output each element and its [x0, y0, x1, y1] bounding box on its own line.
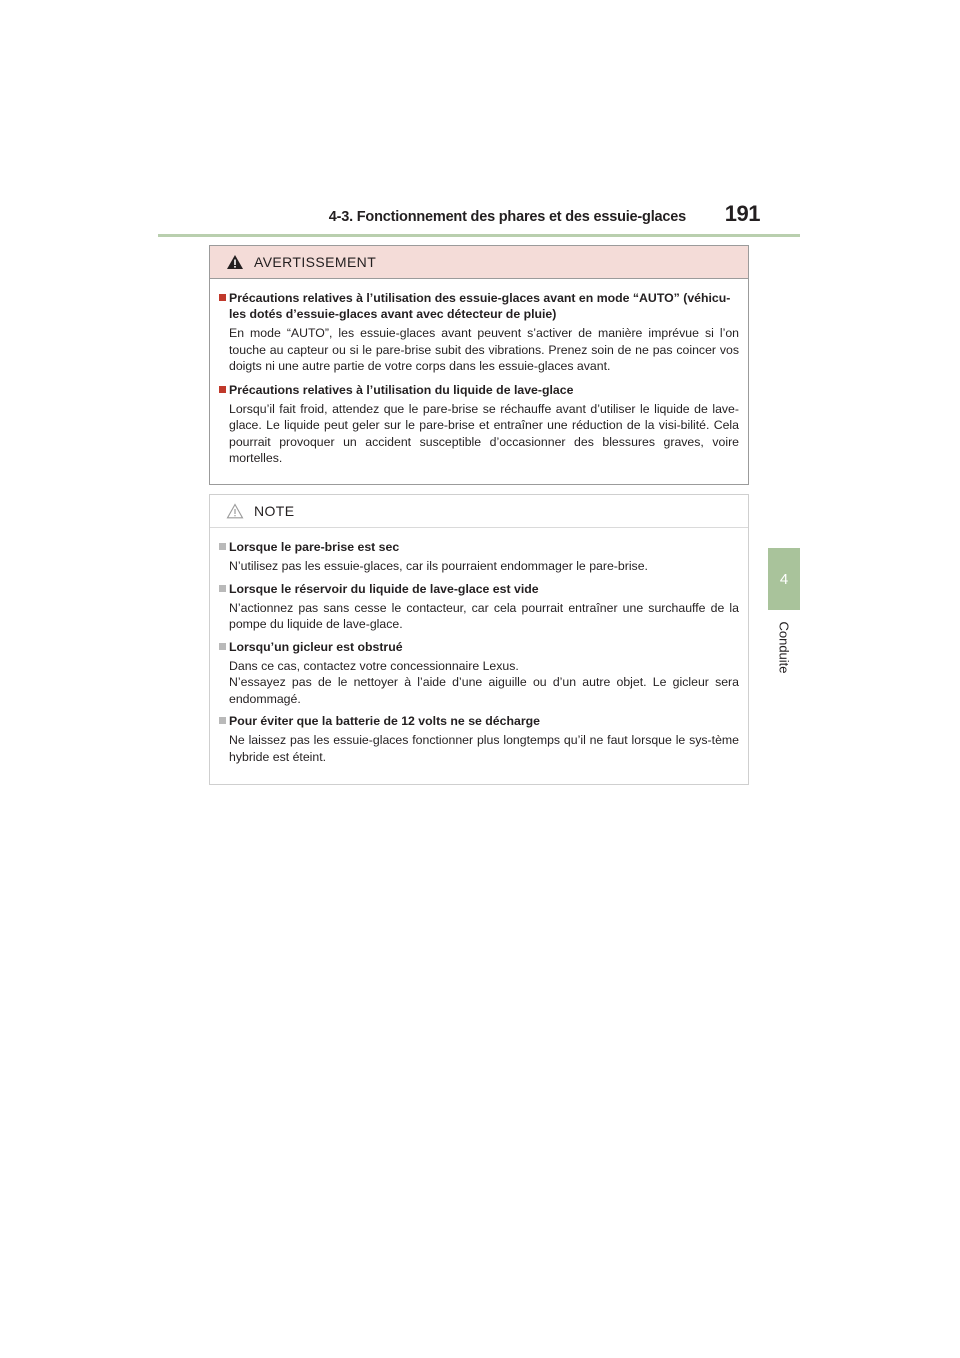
grey-square-bullet-icon — [219, 585, 226, 592]
note-item-title: Lorsqu’un gicleur est obstrué — [229, 639, 403, 654]
note-item-title: Lorsque le pare-brise est sec — [229, 540, 400, 554]
warning-item — [219, 382, 739, 467]
warning-item-text: En mode “AUTO”, les essuie-glaces avant peuvent s’activer de manière imprévue si l’on touche au capteur ou si le pare-brise subit des vibrations. Prenez soin de ne pas coincer vos doigts ni une autre partie de votre corps dans les essuie-glaces avant. — [229, 326, 739, 373]
section-title: 4-3. Fonctionnement des phares et des essuie-glaces — [328, 209, 686, 225]
note-heading-label: NOTE — [254, 503, 295, 519]
warning-item-text: Lorsqu’il fait froid, attendez que le pare-brise se réchauffe avant d’utiliser le liquide de lave-glace. Le liquide peut geler sur le pare-brise et entraîner une réduction de la visi-bilité. Cela pourrait provoquer un accident susceptible d’occasionner des blessures graves, voire mortelles. — [229, 401, 739, 465]
warning-box — [209, 245, 749, 485]
note-item-text: Ne laissez pas les essuie-glaces fonctionner plus longtemps qu’il ne faut lorsque le sys-tème hybride est éteint. — [229, 733, 739, 764]
note-heading — [210, 495, 748, 528]
note-box — [209, 494, 749, 785]
note-item-text: N’utilisez pas les essuie-glaces, car ils pourraient endommager le pare-brise. — [229, 559, 648, 573]
note-item-text: N’actionnez pas sans cesse le contacteur, car cela pourrait entraîner une surchauffe de la pompe du liquide de lave-glace. — [229, 600, 739, 631]
caution-outline-icon — [226, 503, 244, 519]
note-body — [210, 528, 748, 765]
warning-heading — [210, 246, 748, 279]
warning-triangle-icon — [226, 254, 244, 270]
note-item — [219, 713, 739, 765]
chapter-label-wrap — [768, 612, 800, 682]
warning-heading-label: AVERTISSEMENT — [254, 254, 377, 270]
note-item-title: Pour éviter que la batterie de 12 volts ne se décharge — [229, 714, 540, 728]
page-number: 191 — [724, 201, 760, 226]
chapter-label: Conduite — [776, 620, 792, 674]
note-item — [219, 581, 739, 633]
note-item-text: Dans ce cas, contactez votre concessionnaire Lexus. — [229, 658, 519, 673]
note-item-title: Lorsque le réservoir du liquide de lave-glace est vide — [229, 581, 539, 596]
chapter-number: 4 — [779, 570, 789, 588]
page-header — [158, 200, 800, 237]
warning-item — [219, 290, 739, 375]
chapter-tab — [768, 548, 800, 610]
red-square-bullet-icon — [219, 294, 226, 301]
note-item-text: N’essayez pas de le nettoyer à l’aide d’une aiguille ou d’un autre objet. Le gicleur sera endommagé. — [229, 675, 739, 706]
warning-body — [210, 279, 748, 467]
grey-square-bullet-icon — [219, 717, 226, 724]
grey-square-bullet-icon — [219, 643, 226, 650]
note-item — [219, 539, 739, 575]
red-square-bullet-icon — [219, 386, 226, 393]
warning-item-title: Précautions relatives à l’utilisation du liquide de lave-glace — [229, 382, 574, 397]
warning-item-title: Précautions relatives à l’utilisation des essuie-glaces avant en mode “AUTO” (véhicu-les dotés d’essuie-glaces avant avec détecteur de pluie) — [229, 291, 731, 321]
note-item — [219, 639, 739, 708]
grey-square-bullet-icon — [219, 543, 226, 550]
